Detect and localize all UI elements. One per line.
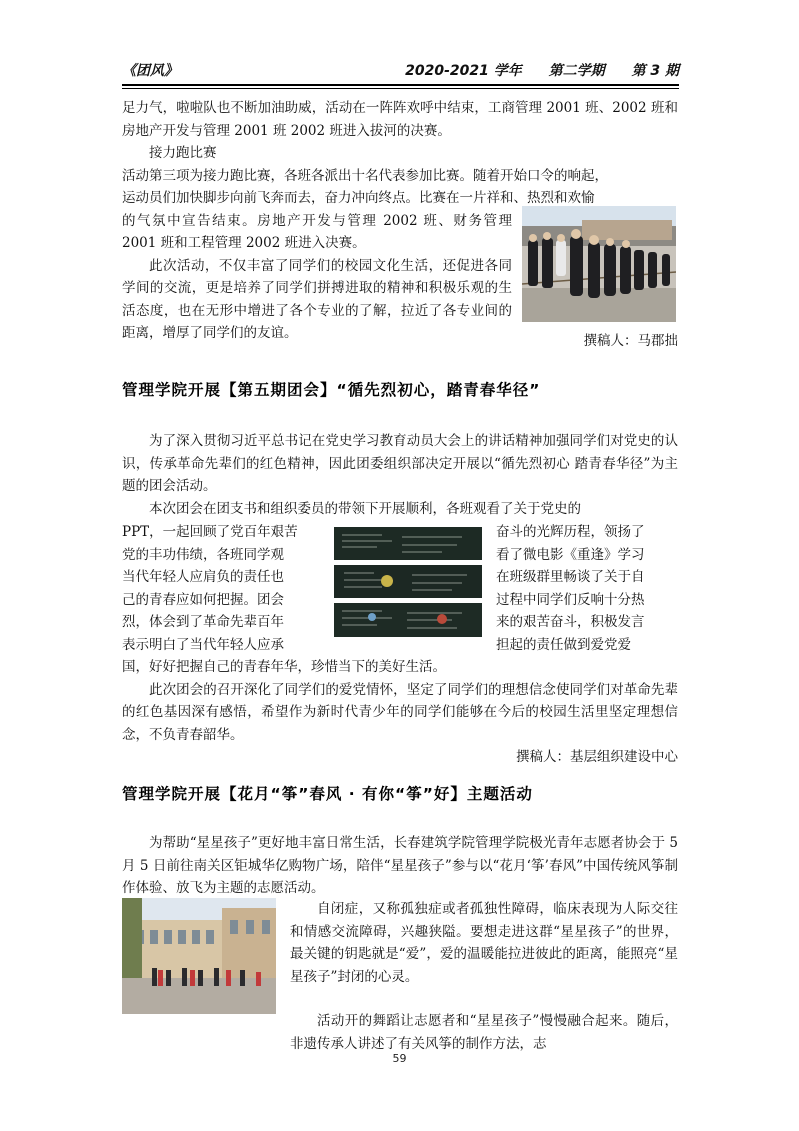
academic-year: 2020-2021 学年 — [405, 63, 522, 79]
relay-result: 的气氛中宣告结束。房地产开发与管理 2002 班、财务管理 2001 班和工程管理 2002 班进入决赛。 — [122, 212, 512, 251]
meeting-para2-intro: 本次团会在团支书和组织委员的带领下开展顺利，各班观看了关于党史的 — [149, 500, 581, 517]
journal-name: 《团风》 — [122, 63, 178, 79]
kite-activity-photo — [122, 898, 276, 1014]
meeting-intro: 为了深入贯彻习近平总书记在党史学习教育动员大会上的讲话精神加强同学们对党史的认识，传承革命先辈们的红色精神，因此团委组织部决定开展以“循先烈初心 踏青春华径”为主题的团会活动。 — [122, 433, 678, 494]
right-col-line: 看了微电影《重逢》学习 — [496, 546, 645, 563]
tug-of-war-photo — [522, 206, 676, 322]
relay-subheading: 接力跑比赛 — [149, 145, 217, 161]
tug-of-war-continuation: 足力气，啦啦队也不断加油助威，活动在一阵阵欢呼中结束，工商管理 2001 班、2002 班和房地产开发与管理 2001 班 2002 班进入拔河的决赛。 — [122, 100, 678, 139]
section3-title: 管理学院开展【花月“筝”春风 · 有你“筝”好】主题活动 — [122, 785, 533, 803]
meeting-para2-end: 国，好好把握自己的青春年华，珍惜当下的美好生活。 — [122, 659, 446, 675]
running-header — [122, 58, 679, 82]
left-col-line: 烈，体会到了革命先辈百年 — [122, 614, 284, 630]
left-col-line: 己的青春应如何把握。团会 — [122, 591, 284, 608]
meeting-right-column — [496, 521, 678, 656]
left-col-line: 表示明白了当代年轻人应承 — [122, 636, 284, 653]
right-col-line: 来的艰苦奋斗，积极发言 — [496, 614, 645, 630]
kite-para3: 活动开的舞蹈让志愿者和“星星孩子”慢慢融合起来。随后，非遗传承人讲述了有关风筝的制作方法，志 — [290, 1013, 678, 1052]
section-kite-activity — [122, 832, 678, 900]
right-col-line: 在班级群里畅谈了关于自 — [496, 569, 645, 585]
right-col-line: 担起的责任做到爱党爱 — [496, 636, 631, 653]
left-col-line: 党的丰功伟绩，各班同学观 — [122, 546, 284, 563]
semester: 第二学期 — [548, 63, 605, 79]
meeting-para3: 此次团会的召开深化了同学们的爱党情怀，坚定了同学们的理想信念使同学们对革命先辈的红色基因深有感悟，希望作为新时代青少年的同学们能够在今后的校园生活里坚定理想信念，不负青春韶华。 — [122, 681, 678, 743]
blackboard-photo — [332, 525, 484, 639]
right-col-line: 奋斗的光辉历程，领扬了 — [496, 524, 645, 540]
section-league-meeting — [122, 430, 678, 520]
meeting-left-column — [122, 521, 328, 656]
issue-number: 第 3 期 — [631, 63, 679, 79]
autism-paragraph: 自闭症，又称孤独症或者孤独性障碍，临床表现为人际交往和情感交流障碍，兴趣狭隘。要想走进这群“星星孩子”的世界，最关键的钥匙就是“爱”，爱的温暖能拉进彼此的距离，能照亮“星星孩子”封闭的心灵。 — [290, 901, 678, 985]
header-rule-thin — [122, 88, 679, 89]
kite-continuation-wrap — [290, 1010, 678, 1055]
right-col-line: 过程中同学们反响十分热 — [496, 591, 645, 608]
section2-author: 撰稿人：基层组织建设中心 — [516, 749, 678, 765]
relay-line-1: 活动第三项为接力跑比赛，各班各派出十名代表参加比赛。随着开始口令的响起， — [122, 167, 608, 184]
kite-body-wrap — [290, 898, 678, 988]
header-rule-thick — [122, 84, 679, 86]
issue-info — [383, 60, 679, 80]
left-col-line: 当代年轻人应肩负的责任也 — [122, 569, 284, 585]
left-col-line: PPT，一起回顾了党百年艰苦 — [122, 524, 298, 540]
activity-summary: 此次活动，不仅丰富了同学们的校园文化生活，还促进各同学间的交流，更是培养了同学们拼搏进取的精神和积极乐观的生活态度，也在无形中增进了各个专业的了解，拉近了各专业间的距离，增厚了同学们的友谊。 — [122, 257, 512, 341]
section1-author: 撰稿人：马郡拙 — [583, 333, 678, 349]
kite-intro: 为帮助“星星孩子”更好地丰富日常生活，长春建筑学院管理学院极光青年志愿者协会于 5 月 5 日前往南关区钜城华亿购物广场，陪伴“星星孩子”参与以“花月‘筝’春风”中国传统风筝制作体验、放飞为主题的志愿活动。 — [122, 835, 678, 896]
meeting-conclusion — [122, 656, 678, 769]
page-number: 59 — [392, 1052, 407, 1065]
section2-title: 管理学院开展【第五期团会】“循先烈初心，踏青春华径” — [122, 381, 541, 399]
relay-line-2: 运动员们加快脚步向前飞奔而去，奋力冲向终点。比赛在一片祥和、热烈和欢愉 — [122, 190, 595, 206]
